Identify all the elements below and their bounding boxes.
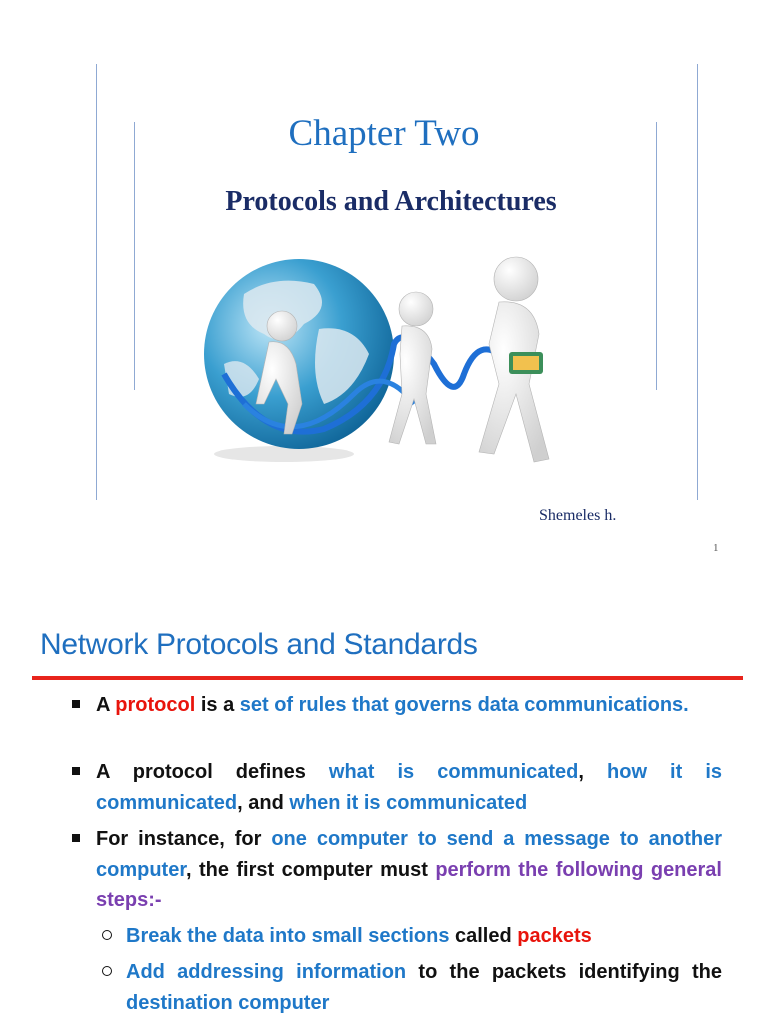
- author-name: Shemeles h.: [539, 507, 617, 524]
- slide1-inner-right-line: [656, 122, 657, 390]
- chapter-title: Chapter Two: [288, 113, 480, 154]
- bullet-protocol-definition: A protocol is a set of rules that governs data communications.: [96, 690, 722, 721]
- circle-bullet-icon: [102, 966, 112, 976]
- sub-bullet-break-data: Break the data into small sections called packets: [126, 921, 722, 952]
- globe-network-cable-figures-icon: [204, 254, 570, 474]
- sub-bullet-add-addressing: Add addressing information to the packets identifying the destination computer: [126, 957, 722, 1018]
- page-number: 1: [713, 542, 719, 554]
- title-underline: [32, 676, 743, 680]
- circle-bullet-icon: [102, 930, 112, 940]
- bullet-protocol-defines: A protocol defines what is communicated, how it is communicated, and when it is communicated: [96, 757, 722, 818]
- slide1-inner-left-line: [134, 122, 135, 390]
- square-bullet-icon: [72, 834, 80, 842]
- chapter-subtitle: Protocols and Architectures: [225, 186, 557, 217]
- square-bullet-icon: [72, 767, 80, 775]
- square-bullet-icon: [72, 700, 80, 708]
- section-title: Network Protocols and Standards: [40, 628, 478, 661]
- bullet-for-instance: For instance, for one computer to send a message to another computer, the first computer must perform the following general steps:-: [96, 824, 722, 916]
